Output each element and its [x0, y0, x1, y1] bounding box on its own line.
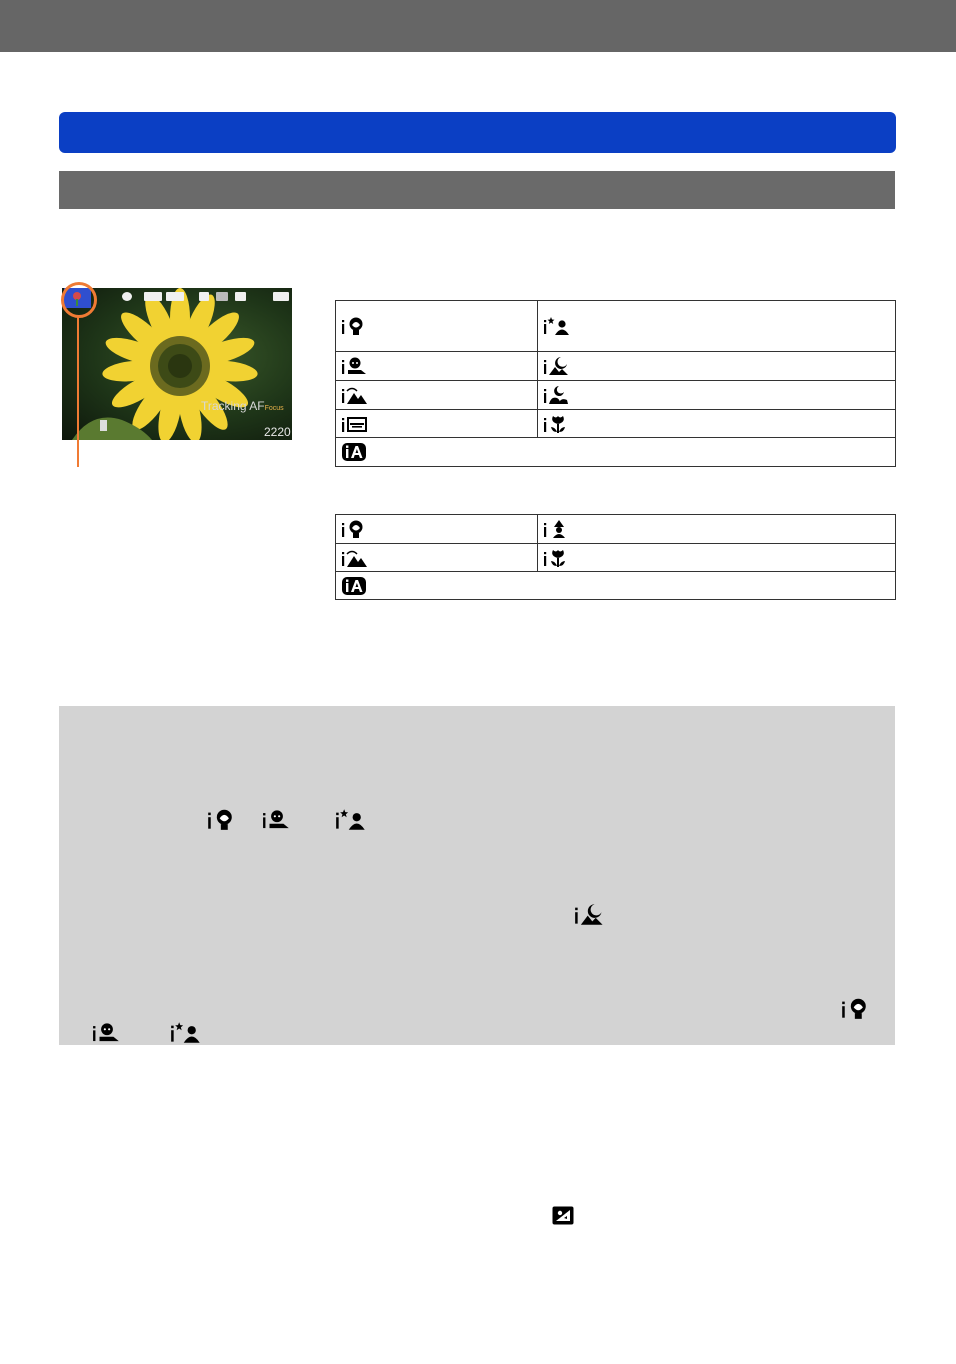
section-subtitle-band [59, 171, 895, 209]
i-night-portrait-icon [543, 316, 571, 336]
stabilizer-icon [235, 292, 246, 301]
table-cell [336, 438, 896, 467]
i-scenery-icon [341, 548, 369, 568]
table-cell [538, 544, 896, 572]
tracking-af-label: Tracking AFFocus [201, 399, 284, 413]
camera-screen-illustration [62, 288, 292, 440]
sunflower-photo [62, 288, 292, 440]
i-portrait-icon [207, 808, 237, 831]
sd-card-icon [100, 420, 107, 431]
backlight-compensation-icon [552, 1206, 574, 1225]
notes-box [59, 706, 895, 1045]
shot-count: 2220 [264, 425, 291, 439]
table-cell [336, 381, 538, 410]
i-macro-icon [543, 414, 571, 434]
i-portrait-icon [341, 316, 367, 336]
battery-icon [273, 292, 289, 301]
i-sunset-icon [341, 414, 369, 434]
i-portrait-icon [841, 997, 871, 1020]
af-icon [216, 292, 228, 301]
scene-table-photo [335, 300, 896, 467]
table-cell [336, 572, 896, 600]
aspect-icon [144, 292, 162, 301]
table-cell [538, 381, 896, 410]
i-night-scenery-icon [543, 356, 571, 376]
size-16m-icon [166, 292, 184, 301]
timer-icon [122, 292, 132, 301]
i-night-portrait-icon [335, 808, 367, 831]
i-handheld-night-shot-icon [543, 385, 571, 405]
i-spotlight-icon [543, 519, 571, 539]
scene-table-video [335, 514, 896, 600]
i-macro-icon [543, 548, 571, 568]
table-cell [538, 301, 896, 352]
top-bar [0, 0, 956, 52]
i-baby-icon [262, 808, 292, 831]
table-cell [538, 515, 896, 544]
focus-label: Focus [264, 405, 284, 412]
table-cell [538, 410, 896, 438]
i-portrait-icon [341, 519, 367, 539]
table-cell [538, 352, 896, 381]
callout-line [77, 316, 79, 467]
intelligent-auto-icon [341, 442, 367, 462]
i-night-portrait-icon [170, 1021, 202, 1044]
i-baby-icon [341, 356, 369, 376]
table-cell [336, 410, 538, 438]
table-cell [336, 301, 538, 352]
table-cell [336, 515, 538, 544]
table-cell [336, 544, 538, 572]
grid-icon [199, 292, 209, 301]
i-scenery-icon [341, 385, 369, 405]
table-cell [336, 352, 538, 381]
intelligent-auto-icon [341, 576, 367, 596]
i-baby-icon [92, 1021, 122, 1044]
scene-icon-callout [61, 282, 97, 318]
i-night-scenery-icon [574, 903, 606, 926]
section-title-band [59, 112, 896, 153]
